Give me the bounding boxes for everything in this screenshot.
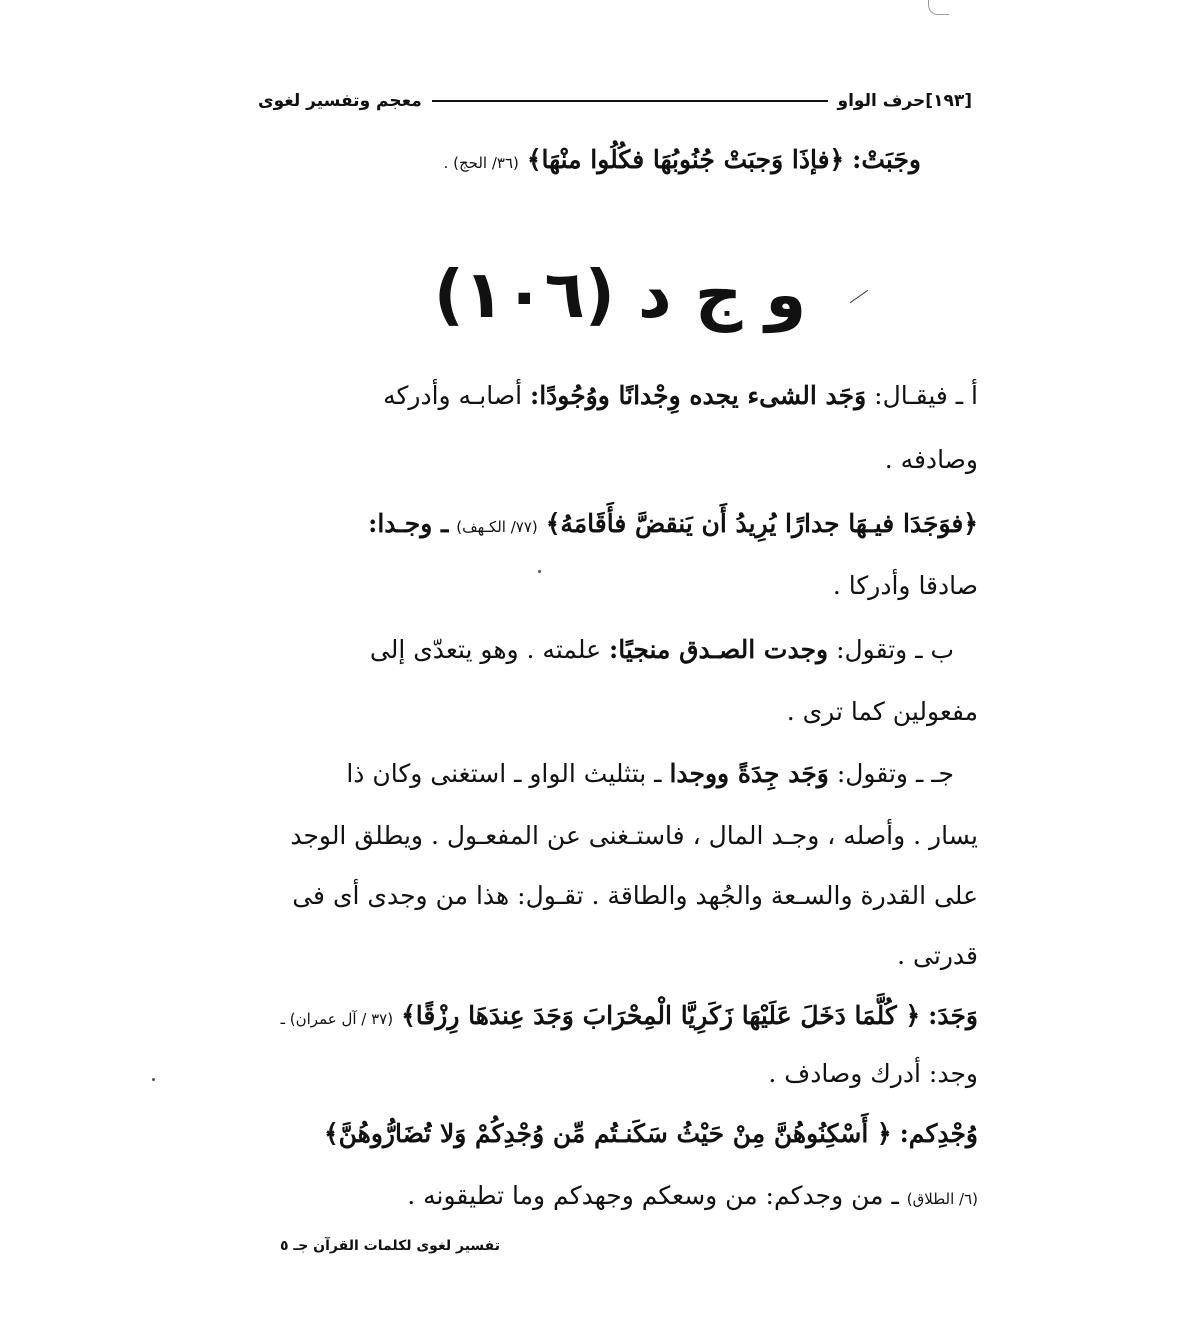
verse3-word: وُجْدِكم:: [899, 1119, 978, 1148]
verse3-ref: (٦/ الطلاق): [906, 1190, 978, 1208]
para-c-line2: يسار . وأصله ، وجـد المال ، فاستـغنى عن المفعـول . ويطلق الوجد: [290, 821, 978, 850]
para-b-cont: مفعولين كما ترى .: [786, 697, 978, 726]
top-verse-line: [361, 128, 921, 195]
para-b-label: ب ـ وتقول:: [836, 635, 954, 664]
stray-mark: [850, 290, 869, 303]
para-a-line1: [253, 364, 978, 428]
para-c-line1: [253, 742, 978, 806]
verse3-cont-line: [253, 1164, 978, 1231]
verse1-line: [253, 492, 978, 559]
para-c-line3: على القدرة والسـعة والجُهد والطاقة . تقـول: هذا من وجدى أى فى: [292, 881, 978, 910]
verse1-text: ﴿فوَجَدَا فيـهَا جدارًا يُرِيدُ أَن يَنقضَّ فأَقَامَهُ﴾: [545, 509, 978, 538]
para-a-phrase: وَجَد الشىء يجده وِجْدانًا ووُجُودًا:: [529, 381, 867, 410]
top-word: وجَبَتْ:: [852, 145, 921, 174]
root-heading: و ج د (١٠٦): [433, 256, 807, 333]
para-a-line2: [253, 428, 978, 492]
para-b-rest: علمته . وهو يتعدّى إلى: [369, 635, 602, 664]
verse2-text: ﴿ كُلَّمَا دَخَلَ عَلَيْهَا زَكَرِيَّا الْمِحْرَابَ وَجَدَ عِندَهَا رِزْقًا﴾: [401, 1001, 921, 1030]
page-corner-mark: [928, 0, 949, 15]
header-rule: [432, 100, 828, 102]
verse1-cont-line: [253, 554, 978, 618]
para-a-cont: وصادفه .: [884, 445, 978, 474]
verse1-word: ـ وجـدا:: [368, 509, 449, 538]
verse2-word: وَجَدَ:: [928, 1001, 978, 1030]
header-book-title: معجم وتفسير لغوى: [258, 91, 422, 111]
verse1-cont: صادقا وأدركا .: [832, 571, 978, 600]
speck-mark: [538, 570, 541, 573]
para-c-label: جـ ـ وتقول:: [836, 759, 954, 788]
verse3-cont: ـ من وجدكم: من وسعكم وجهدكم وما تطيقونه .: [407, 1181, 899, 1210]
verse1-ref: (٧٧/ الكـهف): [456, 518, 538, 536]
top-verse: ﴿فإذَا وَجبَتْ جُنُوبُهَا فكُلُوا منْهَا﴾: [526, 145, 845, 174]
page-footer: تفسير لغوى لكلمات القرآن جـ ٥: [280, 1238, 500, 1254]
para-b-line2: [253, 680, 978, 744]
header-section: حرف الواو: [837, 91, 926, 111]
para-b-line1: [253, 618, 978, 682]
para-a-label: أ ـ فيقـال:: [874, 381, 978, 410]
verse2-cont: وجد: أدرك وصادف .: [768, 1059, 978, 1088]
header-page-number: [١٩٣]: [925, 91, 972, 111]
para-a-rest: أصابـه وأدركه: [383, 381, 523, 410]
running-header: [258, 86, 980, 116]
speck-mark: [152, 1078, 155, 1081]
top-ref: (٣٦/ الحج) .: [443, 154, 519, 172]
verse3-text: ﴿ أَسْكِنُوهُنَّ مِنْ حَيْثُ سَكَنـتُم مِّن وُجْدِكُمْ وَلا تُضَارُّوهُنَّ﴾: [323, 1119, 892, 1148]
verse3-line: [253, 1102, 978, 1166]
verse2-ref: (٣٧ / آل عمران) ـ: [280, 1010, 394, 1028]
verse2-line: [253, 984, 978, 1051]
verse2-cont-line: [253, 1042, 978, 1106]
para-b-phrase: وجدت الصـدق منجيًا:: [608, 635, 829, 664]
para-c-phrase: وَجَد جِدَةً ووجدا: [669, 759, 829, 788]
para-c-line4: قدرتى .: [897, 941, 978, 970]
para-c-rest: ـ بتثليث الواو ـ استغنى وكان ذا: [346, 759, 662, 788]
